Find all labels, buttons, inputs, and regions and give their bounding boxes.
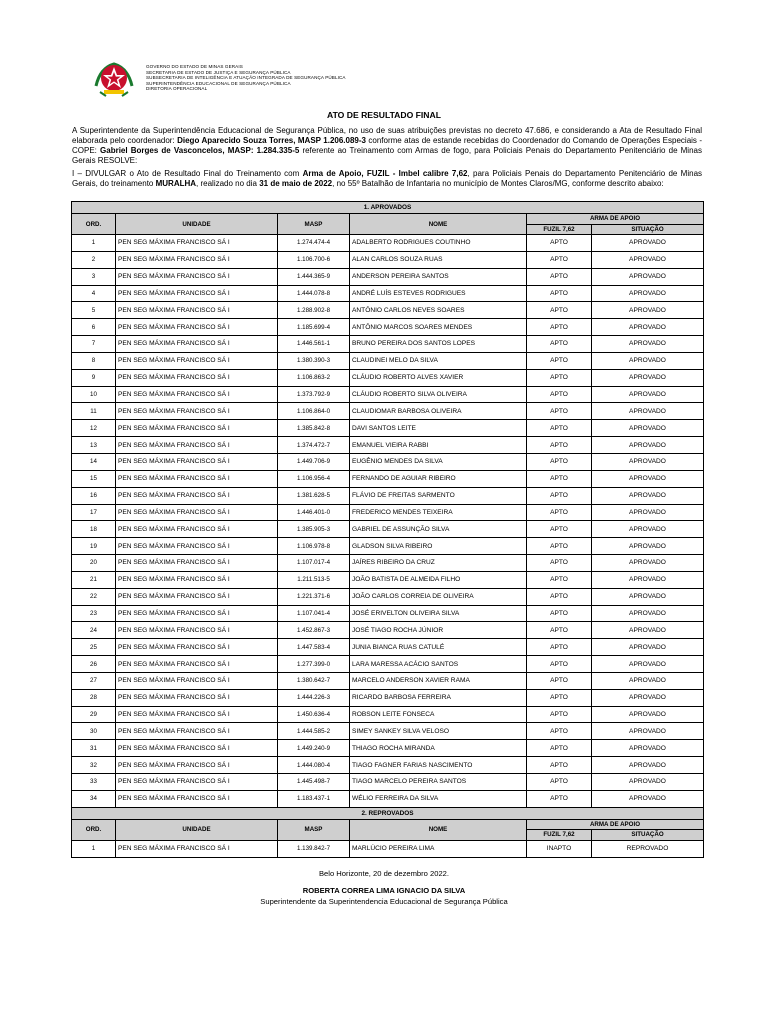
ord-cell: 23 xyxy=(72,605,116,622)
masp-cell: 1.374.472-7 xyxy=(278,437,350,454)
table-row xyxy=(72,656,704,673)
masp-cell: 1.277.399-0 xyxy=(278,656,350,673)
masp-cell: 1.381.628-5 xyxy=(278,487,350,504)
signature-date: Belo Horizonte, 20 de dezembro 2022. xyxy=(318,869,450,878)
nome-cell: THIAGO ROCHA MIRANDA xyxy=(350,740,527,757)
nome-cell: JAÍRES RIBEIRO DA CRUZ xyxy=(350,555,527,572)
letterhead-line: DIRETORIA OPERACIONAL xyxy=(146,86,208,92)
fuzil-cell: APTO xyxy=(527,774,592,791)
document-title: ATO DE RESULTADO FINAL xyxy=(327,110,441,120)
masp-cell: 1.385.842-8 xyxy=(278,420,350,437)
fuzil-cell: APTO xyxy=(527,437,592,454)
situacao-cell: APROVADO xyxy=(592,521,704,538)
fuzil-cell: APTO xyxy=(527,555,592,572)
intro-emphasis: Arma de Apoio, FUZIL - Imbel calibre 7,62 xyxy=(302,169,468,178)
column-header-row xyxy=(72,214,704,225)
unidade-cell: PEN SEG MÁXIMA FRANCISCO SÁ I xyxy=(116,470,278,487)
fuzil-cell: APTO xyxy=(527,757,592,774)
letterhead-line: SUPERINTENDÊNCIA EDUCACIONAL DE SEGURANÇA PÚBLICA xyxy=(146,80,291,86)
unidade-cell: PEN SEG MÁXIMA FRANCISCO SÁ I xyxy=(116,571,278,588)
section-title: 1. APROVADOS xyxy=(72,202,704,214)
signature-block xyxy=(0,868,768,907)
ord-cell: 29 xyxy=(72,706,116,723)
table-row xyxy=(72,470,704,487)
intro-emphasis: MURALHA xyxy=(155,179,197,188)
fuzil-cell: APTO xyxy=(527,538,592,555)
ord-cell: 24 xyxy=(72,622,116,639)
situacao-cell: APROVADO xyxy=(592,538,704,555)
table-row xyxy=(72,319,704,336)
unidade-cell: PEN SEG MÁXIMA FRANCISCO SÁ I xyxy=(116,555,278,572)
table-row xyxy=(72,386,704,403)
unidade-cell: PEN SEG MÁXIMA FRANCISCO SÁ I xyxy=(116,319,278,336)
fuzil-cell: APTO xyxy=(527,706,592,723)
ord-cell: 17 xyxy=(72,504,116,521)
situacao-cell: APROVADO xyxy=(592,790,704,807)
nome-cell: EUGÊNIO MENDES DA SILVA xyxy=(350,453,527,470)
unidade-cell: PEN SEG MÁXIMA FRANCISCO SÁ I xyxy=(116,656,278,673)
fuzil-cell: APTO xyxy=(527,672,592,689)
nome-cell: ALAN CARLOS SOUZA RUAS xyxy=(350,251,527,268)
unidade-cell: PEN SEG MÁXIMA FRANCISCO SÁ I xyxy=(116,605,278,622)
signatory-role: Superintendente da Superintendencia Educacional de Segurança Pública xyxy=(260,897,508,906)
table-row xyxy=(72,504,704,521)
masp-cell: 1.449.240-9 xyxy=(278,740,350,757)
fuzil-cell: APTO xyxy=(527,319,592,336)
table-row xyxy=(72,521,704,538)
ord-cell: 13 xyxy=(72,437,116,454)
situacao-cell: APROVADO xyxy=(592,504,704,521)
ord-cell: 34 xyxy=(72,790,116,807)
situacao-cell: APROVADO xyxy=(592,740,704,757)
situacao-cell: APROVADO xyxy=(592,336,704,353)
intro-run: , no 55º Batalhão de Infantaria no município de Montes Claros/MG, conforme descrito abaixo: xyxy=(332,179,664,188)
situacao-cell: REPROVADO xyxy=(592,840,704,857)
intro-run: I – DIVULGAR o Ato de Resultado Final do Treinamento com xyxy=(72,169,303,178)
situacao-cell: APROVADO xyxy=(592,689,704,706)
unidade-cell: PEN SEG MÁXIMA FRANCISCO SÁ I xyxy=(116,336,278,353)
fuzil-cell: APTO xyxy=(527,336,592,353)
nome-cell: MARLÚCIO PEREIRA LIMA xyxy=(350,840,527,857)
situacao-cell: APROVADO xyxy=(592,453,704,470)
table-row xyxy=(72,403,704,420)
unidade-cell: PEN SEG MÁXIMA FRANCISCO SÁ I xyxy=(116,622,278,639)
fuzil-cell: APTO xyxy=(527,656,592,673)
masp-cell: 1.274.474-4 xyxy=(278,235,350,252)
unidade-cell: PEN SEG MÁXIMA FRANCISCO SÁ I xyxy=(116,302,278,319)
table-row xyxy=(72,302,704,319)
nome-cell: JOSÉ TIAGO ROCHA JÚNIOR xyxy=(350,622,527,639)
fuzil-cell: APTO xyxy=(527,453,592,470)
table-row xyxy=(72,352,704,369)
ord-cell: 14 xyxy=(72,453,116,470)
unidade-cell: PEN SEG MÁXIMA FRANCISCO SÁ I xyxy=(116,840,278,857)
ord-cell: 1 xyxy=(72,235,116,252)
ord-cell: 11 xyxy=(72,403,116,420)
unidade-header: UNIDADE xyxy=(116,214,278,235)
ord-cell: 7 xyxy=(72,336,116,353)
fuzil-cell: APTO xyxy=(527,285,592,302)
fuzil-cell: APTO xyxy=(527,605,592,622)
minas-gerais-crest-icon xyxy=(92,56,136,100)
masp-cell: 1.446.401-0 xyxy=(278,504,350,521)
nome-cell: TIAGO MARCELO PEREIRA SANTOS xyxy=(350,774,527,791)
situacao-cell: APROVADO xyxy=(592,369,704,386)
nome-cell: CLÁUDIO ROBERTO ALVES XAVIER xyxy=(350,369,527,386)
fuzil-cell: APTO xyxy=(527,403,592,420)
unidade-cell: PEN SEG MÁXIMA FRANCISCO SÁ I xyxy=(116,723,278,740)
table-row xyxy=(72,437,704,454)
ord-cell: 20 xyxy=(72,555,116,572)
situacao-cell: APROVADO xyxy=(592,420,704,437)
masp-cell: 1.385.905-3 xyxy=(278,521,350,538)
results-table xyxy=(71,201,704,858)
nome-header: NOME xyxy=(350,214,527,235)
unidade-cell: PEN SEG MÁXIMA FRANCISCO SÁ I xyxy=(116,672,278,689)
masp-cell: 1.444.080-4 xyxy=(278,757,350,774)
masp-cell: 1.452.867-3 xyxy=(278,622,350,639)
nome-cell: JOSÉ ERIVELTON OLIVEIRA SILVA xyxy=(350,605,527,622)
table-row xyxy=(72,790,704,807)
arma-de-apoio-header: ARMA DE APOIO xyxy=(527,214,704,225)
situacao-cell: APROVADO xyxy=(592,639,704,656)
masp-cell: 1.380.390-3 xyxy=(278,352,350,369)
fuzil-cell: APTO xyxy=(527,235,592,252)
nome-cell: DAVI SANTOS LEITE xyxy=(350,420,527,437)
fuzil-cell: APTO xyxy=(527,251,592,268)
table-row xyxy=(72,689,704,706)
ord-cell: 2 xyxy=(72,251,116,268)
ord-cell: 8 xyxy=(72,352,116,369)
ord-cell: 16 xyxy=(72,487,116,504)
table-row xyxy=(72,740,704,757)
masp-cell: 1.445.498-7 xyxy=(278,774,350,791)
masp-cell: 1.185.699-4 xyxy=(278,319,350,336)
nome-header: NOME xyxy=(350,819,527,840)
situacao-cell: APROVADO xyxy=(592,571,704,588)
fuzil-cell: APTO xyxy=(527,588,592,605)
ord-cell: 12 xyxy=(72,420,116,437)
ord-cell: 28 xyxy=(72,689,116,706)
nome-cell: ANDRÉ LUÍS ESTEVES RODRIGUES xyxy=(350,285,527,302)
unidade-cell: PEN SEG MÁXIMA FRANCISCO SÁ I xyxy=(116,757,278,774)
situacao-header: SITUAÇÃO xyxy=(592,224,704,235)
ord-cell: 4 xyxy=(72,285,116,302)
table-row xyxy=(72,774,704,791)
intro-run: , para Policiais Penais do Departamento Penitenciário de Minas Gerais, do treinamento xyxy=(72,169,703,188)
situacao-cell: APROVADO xyxy=(592,251,704,268)
fuzil-cell: APTO xyxy=(527,352,592,369)
situacao-cell: APROVADO xyxy=(592,774,704,791)
unidade-cell: PEN SEG MÁXIMA FRANCISCO SÁ I xyxy=(116,369,278,386)
table-row xyxy=(72,251,704,268)
nome-cell: LARA MARESSA ACÁCIO SANTOS xyxy=(350,656,527,673)
unidade-cell: PEN SEG MÁXIMA FRANCISCO SÁ I xyxy=(116,538,278,555)
fuzil-cell: APTO xyxy=(527,740,592,757)
nome-cell: JUNIA BIANCA RUAS CATULÉ xyxy=(350,639,527,656)
masp-header: MASP xyxy=(278,214,350,235)
intro-run: referente ao Treinamento com Armas de fogo, para Policiais Penais do Departamento Penitenciário de Minas Gerais RESOLVE: xyxy=(72,146,702,165)
situacao-cell: APROVADO xyxy=(592,302,704,319)
masp-cell: 1.450.636-4 xyxy=(278,706,350,723)
fuzil-cell: APTO xyxy=(527,470,592,487)
table-row xyxy=(72,723,704,740)
situacao-cell: APROVADO xyxy=(592,706,704,723)
unidade-cell: PEN SEG MÁXIMA FRANCISCO SÁ I xyxy=(116,774,278,791)
nome-cell: GABRIEL DE ASSUNÇÃO SILVA xyxy=(350,521,527,538)
nome-cell: CLÁUDIO ROBERTO SILVA OLIVEIRA xyxy=(350,386,527,403)
nome-cell: FERNANDO DE AGUIAR RIBEIRO xyxy=(350,470,527,487)
ord-cell: 5 xyxy=(72,302,116,319)
unidade-cell: PEN SEG MÁXIMA FRANCISCO SÁ I xyxy=(116,521,278,538)
masp-cell: 1.106.863-2 xyxy=(278,369,350,386)
situacao-cell: APROVADO xyxy=(592,555,704,572)
masp-cell: 1.183.437-1 xyxy=(278,790,350,807)
fuzil-cell: APTO xyxy=(527,386,592,403)
nome-cell: ANDERSON PEREIRA SANTOS xyxy=(350,268,527,285)
situacao-cell: APROVADO xyxy=(592,386,704,403)
ord-cell: 22 xyxy=(72,588,116,605)
fuzil-cell: APTO xyxy=(527,723,592,740)
nome-cell: ANTÔNIO MARCOS SOARES MENDES xyxy=(350,319,527,336)
table-row xyxy=(72,369,704,386)
fuzil-cell: APTO xyxy=(527,420,592,437)
unidade-cell: PEN SEG MÁXIMA FRANCISCO SÁ I xyxy=(116,740,278,757)
table-row xyxy=(72,453,704,470)
unidade-cell: PEN SEG MÁXIMA FRANCISCO SÁ I xyxy=(116,588,278,605)
nome-cell: ANTÔNIO CARLOS NEVES SOARES xyxy=(350,302,527,319)
section-title: 2. REPROVADOS xyxy=(72,807,704,819)
nome-cell: CLAUDINEI MELO DA SILVA xyxy=(350,352,527,369)
situacao-cell: APROVADO xyxy=(592,437,704,454)
table-row xyxy=(72,285,704,302)
situacao-cell: APROVADO xyxy=(592,403,704,420)
unidade-cell: PEN SEG MÁXIMA FRANCISCO SÁ I xyxy=(116,352,278,369)
letterhead xyxy=(92,56,346,100)
table-row xyxy=(72,840,704,857)
situacao-cell: APROVADO xyxy=(592,470,704,487)
masp-cell: 1.444.585-2 xyxy=(278,723,350,740)
nome-cell: JOÃO CARLOS CORREIA DE OLIVEIRA xyxy=(350,588,527,605)
fuzil-cell: APTO xyxy=(527,622,592,639)
nome-cell: EMANUEL VIEIRA RABBI xyxy=(350,437,527,454)
situacao-cell: APROVADO xyxy=(592,319,704,336)
fuzil-cell: INAPTO xyxy=(527,840,592,857)
unidade-cell: PEN SEG MÁXIMA FRANCISCO SÁ I xyxy=(116,689,278,706)
letterhead-text xyxy=(146,64,346,92)
intro-paragraph-2 xyxy=(72,169,702,189)
masp-cell: 1.444.365-9 xyxy=(278,268,350,285)
unidade-cell: PEN SEG MÁXIMA FRANCISCO SÁ I xyxy=(116,504,278,521)
table-row xyxy=(72,757,704,774)
nome-cell: GLADSON SILVA RIBEIRO xyxy=(350,538,527,555)
situacao-cell: APROVADO xyxy=(592,656,704,673)
masp-cell: 1.106.956-4 xyxy=(278,470,350,487)
unidade-cell: PEN SEG MÁXIMA FRANCISCO SÁ I xyxy=(116,403,278,420)
unidade-cell: PEN SEG MÁXIMA FRANCISCO SÁ I xyxy=(116,790,278,807)
ord-cell: 3 xyxy=(72,268,116,285)
ord-header: ORD. xyxy=(72,214,116,235)
intro-paragraph-1 xyxy=(72,126,702,166)
masp-cell: 1.288.902-8 xyxy=(278,302,350,319)
situacao-cell: APROVADO xyxy=(592,268,704,285)
ord-cell: 31 xyxy=(72,740,116,757)
masp-cell: 1.221.371-6 xyxy=(278,588,350,605)
ord-cell: 15 xyxy=(72,470,116,487)
nome-cell: WÉLIO FERREIRA DA SILVA xyxy=(350,790,527,807)
nome-cell: BRUNO PEREIRA DOS SANTOS LOPES xyxy=(350,336,527,353)
fuzil-cell: APTO xyxy=(527,487,592,504)
situacao-cell: APROVADO xyxy=(592,235,704,252)
intro-emphasis: Gabriel Borges de Vasconcelos, MASP: 1.284.335-5 xyxy=(100,146,300,155)
masp-cell: 1.107.041-4 xyxy=(278,605,350,622)
signatory-name: ROBERTA CORREA LIMA IGNACIO DA SILVA xyxy=(302,886,466,895)
nome-cell: SIMEY SANKEY SILVA VELOSO xyxy=(350,723,527,740)
situacao-cell: APROVADO xyxy=(592,723,704,740)
unidade-cell: PEN SEG MÁXIMA FRANCISCO SÁ I xyxy=(116,235,278,252)
situacao-cell: APROVADO xyxy=(592,487,704,504)
intro-run: A Superintendente da Superintendência Educacional de Segurança Pública, no uso de suas atribuições previstas no decreto 47.686, e considerando a Ata de Resultado Final elaborada pelo coordenador: xyxy=(72,126,702,145)
situacao-cell: APROVADO xyxy=(592,352,704,369)
situacao-cell: APROVADO xyxy=(592,285,704,302)
fuzil-cell: APTO xyxy=(527,504,592,521)
fuzil-header: FUZIL 7,62 xyxy=(527,830,592,841)
masp-cell: 1.444.078-8 xyxy=(278,285,350,302)
fuzil-cell: APTO xyxy=(527,369,592,386)
section-row xyxy=(72,807,704,819)
fuzil-cell: APTO xyxy=(527,639,592,656)
ord-cell: 10 xyxy=(72,386,116,403)
nome-cell: CLAUDIOMAR BARBOSA OLIVEIRA xyxy=(350,403,527,420)
masp-cell: 1.449.706-9 xyxy=(278,453,350,470)
unidade-cell: PEN SEG MÁXIMA FRANCISCO SÁ I xyxy=(116,268,278,285)
table-row xyxy=(72,571,704,588)
unidade-cell: PEN SEG MÁXIMA FRANCISCO SÁ I xyxy=(116,386,278,403)
letterhead-line: GOVERNO DO ESTADO DE MINAS GERAIS xyxy=(146,64,243,70)
fuzil-cell: APTO xyxy=(527,302,592,319)
ord-cell: 19 xyxy=(72,538,116,555)
fuzil-cell: APTO xyxy=(527,571,592,588)
unidade-cell: PEN SEG MÁXIMA FRANCISCO SÁ I xyxy=(116,420,278,437)
situacao-cell: APROVADO xyxy=(592,622,704,639)
masp-cell: 1.444.226-3 xyxy=(278,689,350,706)
ord-cell: 18 xyxy=(72,521,116,538)
ord-cell: 27 xyxy=(72,672,116,689)
table-row xyxy=(72,420,704,437)
ord-cell: 9 xyxy=(72,369,116,386)
intro-emphasis: Diego Aparecido Souza Torres, MASP 1.206.089-3 xyxy=(177,136,366,145)
table-row xyxy=(72,672,704,689)
unidade-header: UNIDADE xyxy=(116,819,278,840)
masp-cell: 1.373.792-9 xyxy=(278,386,350,403)
intro-emphasis: 31 de maio de 2022 xyxy=(259,179,333,188)
ord-cell: 6 xyxy=(72,319,116,336)
fuzil-cell: APTO xyxy=(527,790,592,807)
unidade-cell: PEN SEG MÁXIMA FRANCISCO SÁ I xyxy=(116,251,278,268)
masp-cell: 1.106.864-0 xyxy=(278,403,350,420)
ord-cell: 25 xyxy=(72,639,116,656)
masp-cell: 1.447.583-4 xyxy=(278,639,350,656)
table-row xyxy=(72,235,704,252)
table-row xyxy=(72,622,704,639)
unidade-cell: PEN SEG MÁXIMA FRANCISCO SÁ I xyxy=(116,487,278,504)
letterhead-line: SUBSECRETARIA DE INTELIGÊNCIA E ATUAÇÃO INTEGRADA DE SEGURANÇA PÚBLICA xyxy=(146,75,346,81)
situacao-cell: APROVADO xyxy=(592,757,704,774)
table-row xyxy=(72,588,704,605)
masp-cell: 1.106.700-6 xyxy=(278,251,350,268)
intro-run: conforme atas de estande recebidas do Coordenador do Comando de Operações Especiais - COPE: xyxy=(72,136,702,155)
ord-cell: 32 xyxy=(72,757,116,774)
section-row xyxy=(72,202,704,214)
masp-header: MASP xyxy=(278,819,350,840)
ord-cell: 30 xyxy=(72,723,116,740)
unidade-cell: PEN SEG MÁXIMA FRANCISCO SÁ I xyxy=(116,706,278,723)
fuzil-cell: APTO xyxy=(527,689,592,706)
masp-cell: 1.446.561-1 xyxy=(278,336,350,353)
table-row xyxy=(72,538,704,555)
ord-cell: 21 xyxy=(72,571,116,588)
fuzil-header: FUZIL 7,62 xyxy=(527,224,592,235)
masp-cell: 1.211.513-5 xyxy=(278,571,350,588)
situacao-header: SITUAÇÃO xyxy=(592,830,704,841)
ord-header: ORD. xyxy=(72,819,116,840)
table-row xyxy=(72,639,704,656)
intro-text xyxy=(72,126,702,192)
table-row xyxy=(72,487,704,504)
masp-cell: 1.106.978-8 xyxy=(278,538,350,555)
nome-cell: TIAGO FAGNER FARIAS NASCIMENTO xyxy=(350,757,527,774)
nome-cell: MARCELO ANDERSON XAVIER RAMA xyxy=(350,672,527,689)
arma-de-apoio-header: ARMA DE APOIO xyxy=(527,819,704,830)
situacao-cell: APROVADO xyxy=(592,588,704,605)
nome-cell: RICARDO BARBOSA FERREIRA xyxy=(350,689,527,706)
column-header-row xyxy=(72,819,704,830)
table-row xyxy=(72,706,704,723)
unidade-cell: PEN SEG MÁXIMA FRANCISCO SÁ I xyxy=(116,285,278,302)
nome-cell: JOÃO BATISTA DE ALMEIDA FILHO xyxy=(350,571,527,588)
situacao-cell: APROVADO xyxy=(592,605,704,622)
masp-cell: 1.380.642-7 xyxy=(278,672,350,689)
unidade-cell: PEN SEG MÁXIMA FRANCISCO SÁ I xyxy=(116,437,278,454)
situacao-cell: APROVADO xyxy=(592,672,704,689)
table-row xyxy=(72,555,704,572)
ord-cell: 1 xyxy=(72,840,116,857)
intro-run: , realizado no dia xyxy=(196,179,260,188)
masp-cell: 1.107.017-4 xyxy=(278,555,350,572)
table-row xyxy=(72,268,704,285)
fuzil-cell: APTO xyxy=(527,268,592,285)
nome-cell: ADALBERTO RODRIGUES COUTINHO xyxy=(350,235,527,252)
fuzil-cell: APTO xyxy=(527,521,592,538)
nome-cell: ROBSON LEITE FONSECA xyxy=(350,706,527,723)
unidade-cell: PEN SEG MÁXIMA FRANCISCO SÁ I xyxy=(116,453,278,470)
ord-cell: 26 xyxy=(72,656,116,673)
table-row xyxy=(72,336,704,353)
nome-cell: FLÁVIO DE FREITAS SARMENTO xyxy=(350,487,527,504)
unidade-cell: PEN SEG MÁXIMA FRANCISCO SÁ I xyxy=(116,639,278,656)
nome-cell: FREDERICO MENDES TEIXEIRA xyxy=(350,504,527,521)
table-row xyxy=(72,605,704,622)
masp-cell: 1.139.842-7 xyxy=(278,840,350,857)
letterhead-line: SECRETARIA DE ESTADO DE JUSTIÇA E SEGURANÇA PÚBLICA xyxy=(146,69,291,75)
ord-cell: 33 xyxy=(72,774,116,791)
